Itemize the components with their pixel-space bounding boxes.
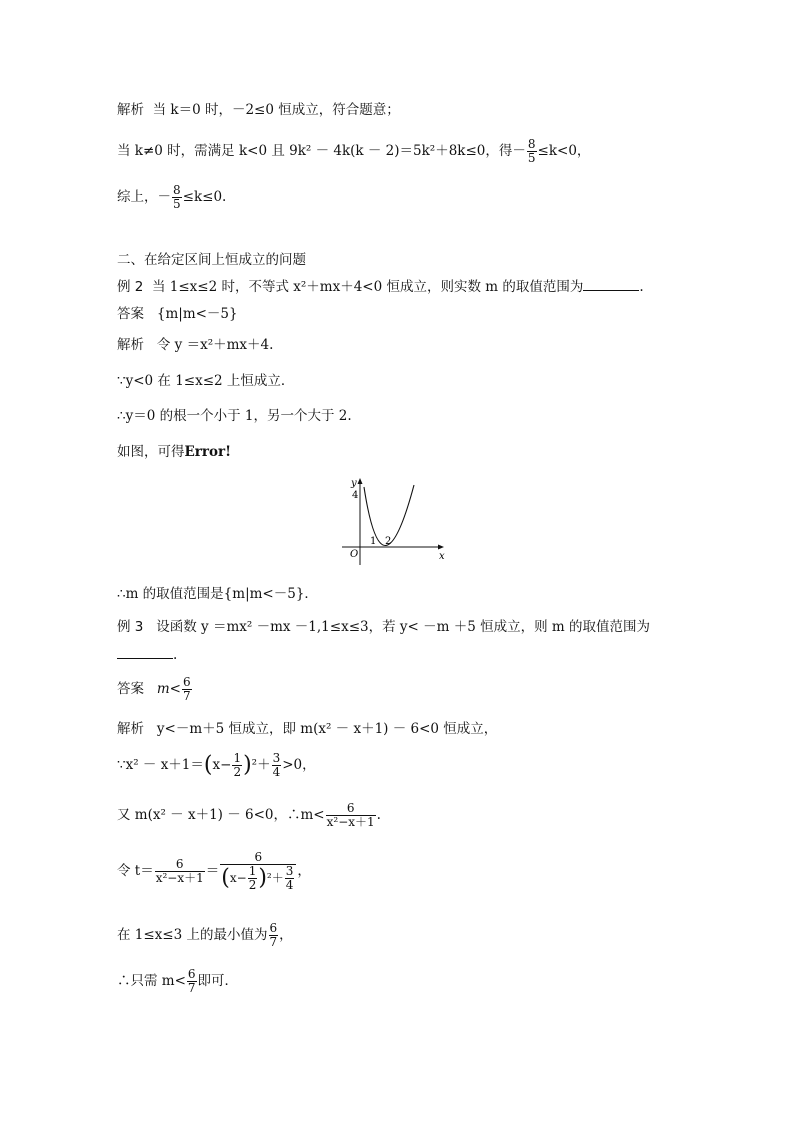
text-segment: 令 t＝ [117,863,154,879]
denominator: 5 [173,197,181,211]
fraction-6-7 [182,676,192,703]
fraction-1-2 [248,865,258,892]
right-paren: ) [243,752,252,778]
origin-label: O [350,549,359,560]
text-segment: m< [156,681,181,697]
answer-label: 答案 [117,306,144,322]
solution-step [117,443,231,461]
denominator: 7 [269,935,278,949]
denominator: 4 [285,878,294,892]
example-3-answer [117,672,193,706]
text-segment: 在 1≤x≤3 上的最小值为 [117,927,268,943]
minimum-value-line [117,918,293,952]
solution-line-2 [117,134,590,168]
right-paren: ) [258,865,267,891]
text-segment: >0， [282,757,316,773]
denominator [220,865,296,892]
denominator: 2 [248,878,257,892]
example-3-solution [117,720,497,738]
denominator: x²−x＋1 [155,871,204,885]
numerator: 6 [269,921,278,935]
substitution-line [117,846,311,896]
root-2-label: 2 [385,536,392,547]
text-segment: . [639,279,644,295]
y-intercept-label: 4 [352,490,359,501]
denominator: 2 [233,765,242,779]
fraction-6-over-quadratic [326,802,376,829]
fraction-1-2 [232,752,242,779]
answer-text: {m|m<－5} [156,306,238,322]
example-3-blank-line [117,646,177,664]
text-segment: ∵x² － x＋1＝ [117,757,204,773]
fraction-8-5 [172,184,182,211]
error-text: Error! [184,444,232,460]
solution-text: 当 k＝0 时，－2≤0 恒成立，符合题意； [152,102,400,118]
fraction-6-over-quadratic [155,858,205,885]
solution-step: ∴y＝0 的根一个小于 1，另一个大于 2. [117,408,352,424]
numerator: 1 [233,751,242,765]
root-1-label: 1 [370,536,377,547]
text-segment: ²＋ [251,757,271,773]
denominator: x²−x＋1 [326,815,375,829]
example-label: 例 3 [117,619,144,635]
question-text: 设函数 y ＝mx² －mx －1,1≤x≤3，若 y< －m ＋5 恒成立，则 m 的取值范围为 [156,619,650,635]
text-segment: ， [297,863,311,879]
text-segment: . [376,807,381,823]
y-axis-arrow [358,478,363,484]
answer-blank [117,646,173,659]
left-paren: ( [221,865,230,891]
text-segment: ²＋ [266,871,284,885]
denominator: 7 [187,981,196,995]
denominator: 7 [183,689,191,703]
x-axis-label: x [439,551,445,562]
fraction-6-over-square [220,851,296,892]
numerator: 3 [272,751,281,765]
text-segment: 综上，－ [117,189,171,205]
fraction-3-4 [285,865,295,892]
example-label: 例 2 [117,279,144,295]
text-segment: ≤k≤0. [182,189,227,205]
section-heading: 二、在给定区间上恒成立的问题 [117,252,306,268]
text-segment: . [173,647,178,663]
y-axis-label: y [351,478,357,489]
example-2-answer [117,305,238,323]
text-segment: 又 m(x² － x＋1) － 6<0，∴m< [117,807,325,823]
solution-label: 解析 [117,721,144,737]
equals-sign: ＝ [205,863,220,879]
fraction-8-5 [527,138,537,165]
solution-label: 解析 [117,337,144,353]
numerator: 8 [173,183,181,197]
text-segment: ， [279,927,293,943]
numerator: 6 [220,851,296,865]
fraction-3-4 [272,752,282,779]
numerator: 6 [187,967,196,981]
example-2-solution [117,336,273,354]
solution-text: y<－m＋5 恒成立，即 m(x² － x＋1) － 6<0 恒成立， [156,721,498,737]
completing-square-line [117,748,316,782]
answer-label: 答案 [117,681,144,697]
answer-blank [583,278,639,291]
solution-line-1 [117,101,400,119]
inequality-line [117,798,381,832]
solution-text: 令 y ＝x²＋mx＋4. [156,337,274,353]
denominator: 5 [527,151,536,165]
numerator: 6 [183,675,191,689]
solution-step: ∵y<0 在 1≤x≤2 上恒成立． [117,373,295,389]
parabola-graph [340,475,450,567]
text-segment: ∴只需 m< [117,973,186,989]
denominator: 4 [272,765,281,779]
text-segment: x− [229,871,247,885]
text-segment: ≤k<0， [537,143,591,159]
example-2-question [117,278,644,296]
left-paren: ( [203,752,213,778]
text-segment: 即可． [197,973,239,989]
numerator: 6 [155,858,205,872]
example-3-question [117,618,650,636]
x-axis-arrow [438,545,444,550]
conclusion-line [117,180,226,214]
numerator: 6 [326,802,376,816]
final-conclusion [117,964,238,998]
solution-conclusion: ∴m 的取值范围是{m|m<－5}． [117,586,318,602]
text-segment: x− [212,757,232,773]
question-text: 当 1≤x≤2 时，不等式 x²＋mx＋4<0 恒成立，则实数 m 的取值范围为 [151,279,584,295]
numerator: 3 [285,864,294,878]
text-segment: 当 k≠0 时，需满足 k<0 且 9k² － 4k(k － 2)＝5k²＋8k≤0，得－ [117,143,526,159]
fraction-6-7 [187,968,197,995]
fraction-6-7 [269,922,279,949]
numerator: 1 [248,864,257,878]
solution-label: 解析 [117,102,144,118]
text-segment: 如图，可得 [117,444,185,460]
numerator: 8 [527,137,536,151]
